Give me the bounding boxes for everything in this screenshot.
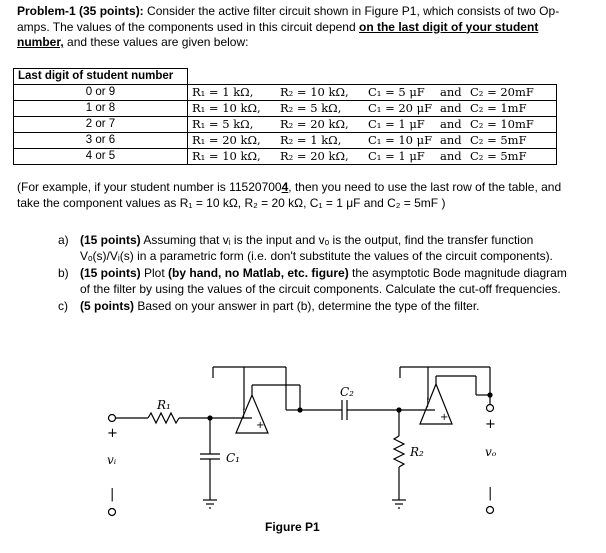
svg-text:|: | <box>242 408 246 419</box>
problem-title: Problem-1 (35 points): <box>17 4 144 18</box>
input-plus: + <box>107 426 118 441</box>
c1-label: C₁ <box>226 451 240 465</box>
values-cell: R₁ = 20 kΩ, R₂ = 1 kΩ, C₁ = 10 μF and C₂ = 5mF <box>188 133 557 149</box>
resistor-r2 <box>394 436 404 467</box>
digit-cell: 1 or 8 <box>14 101 188 117</box>
digit-cell: 2 or 7 <box>14 117 188 133</box>
values-cell: R₁ = 10 kΩ, R₂ = 5 kΩ, C₁ = 20 μF and C₂ = 1mF <box>188 101 557 117</box>
output-minus: | <box>488 486 493 501</box>
r1-label: R₁ <box>157 398 171 412</box>
output-label: vₒ <box>485 445 497 459</box>
digit-cell: 3 or 6 <box>14 133 188 149</box>
input-minus: | <box>110 487 115 502</box>
question-b: b) (15 points) Plot (by hand, no Matlab, etc. figure) the asymptotic Bode magnitude diagram of the filter by using the values of the circuit components. Calculate the cut-off frequencies. <box>58 266 567 296</box>
digit-cell: 4 or 5 <box>14 149 188 165</box>
output-terminal-bottom <box>487 507 494 514</box>
intro-text: Consider the active filter circuit shown in Figure P1, which consists of two Op-amps. The values of the components used in this circuit depend <box>17 4 560 34</box>
c2-label: C₂ <box>340 385 354 399</box>
values-cell: R₁ = 5 kΩ, R₂ = 20 kΩ, C₁ = 1 μF and C₂ = 10mF <box>188 117 557 133</box>
values-cell: R₁ = 10 kΩ, R₂ = 20 kΩ, C₁ = 1 μF and C₂ = 5mF <box>188 149 557 165</box>
svg-text:+: + <box>256 420 265 431</box>
svg-text:|: | <box>426 397 430 408</box>
values-cell: R₁ = 1 kΩ, R₂ = 10 kΩ, C₁ = 5 μF and C₂ = 20mF <box>188 85 557 101</box>
r2-label: R₂ <box>410 445 424 459</box>
intro-end: and these values are given below: <box>63 35 249 49</box>
output-plus: + <box>485 417 496 432</box>
question-c: c) (5 points) Based on your answer in part (b), determine the type of the filter. <box>58 299 480 313</box>
intro-emphasis: on the last digit of your student number, <box>17 19 539 49</box>
input-label: vᵢ <box>107 453 117 467</box>
output-terminal-top <box>487 405 494 412</box>
svg-text:+: + <box>440 412 449 423</box>
digit-cell: 0 or 9 <box>14 85 188 101</box>
question-a: a) (15 points) Assuming that vᵢ is the input and vₒ is the output, find the transfer function Vₒ(s)/Vᵢ(s) in a parametric form (i.e. don't substitute the values of the circuit components). <box>58 233 553 263</box>
resistor-r1 <box>148 413 179 423</box>
input-terminal-bottom <box>109 509 116 516</box>
example-paragraph: (For example, if your student number is 115207004, then you need to use the last row of the table, and take the component values as R₁ = 10 kΩ, R₂ = 20 kΩ, C₁ = 1 μF and C₂ = 5mF ) <box>17 180 562 210</box>
table-header: Last digit of student number <box>14 69 188 85</box>
figure-caption: Figure P1 <box>265 520 320 534</box>
example-digit: 4 <box>281 180 289 194</box>
input-terminal-top <box>109 415 116 422</box>
